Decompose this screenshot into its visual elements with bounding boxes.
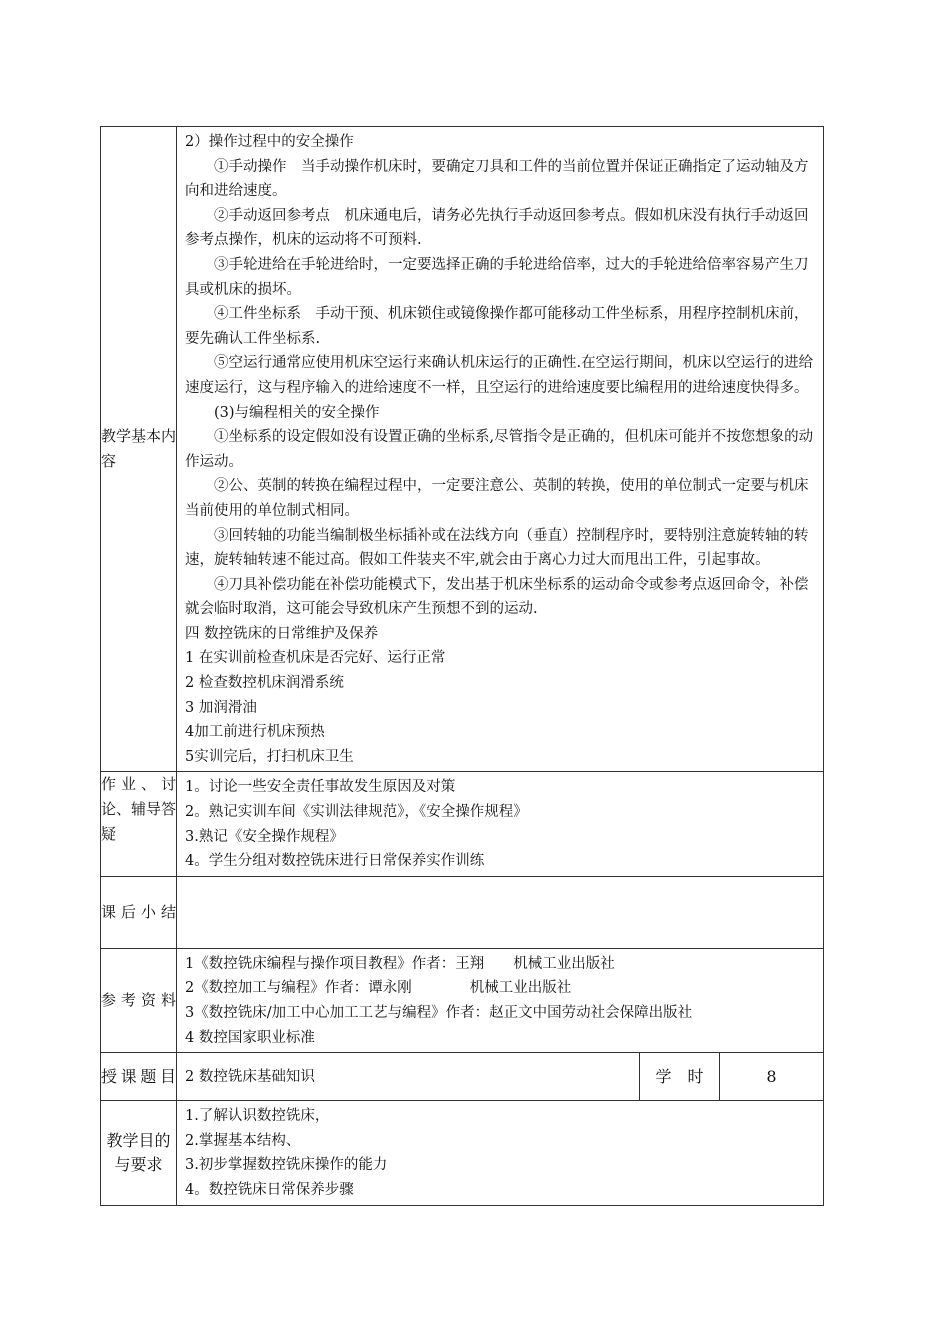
- references-label-cell: [101, 948, 177, 1052]
- summary-cell: [177, 876, 824, 948]
- content-line: 四 数控铣床的日常维护及保养: [185, 625, 379, 642]
- content-line: 3 加润滑油: [185, 699, 257, 716]
- homework-line: 4。学生分组对数控铣床进行日常保养实作训练: [185, 853, 485, 870]
- content-label-cell: [101, 127, 177, 772]
- reference-line: 3《数控铣床/加工中心加工工艺与编程》作者：赵正文中国劳动社会保障出版社: [185, 1005, 693, 1021]
- content-line: 5实训完后，打扫机床卫生: [185, 748, 354, 765]
- topic-value: 2 数控铣床基础知识: [185, 1068, 315, 1085]
- hours-label: 学 时: [655, 1066, 704, 1086]
- content-line: ①手动操作 当手动操作机床时，要确定刀具和工件的当前位置并保证正确指定了运动轴及方向和进给速度。: [185, 158, 809, 200]
- hours-value: 8: [766, 1066, 777, 1086]
- content-line: ②公、英制的转换在编程过程中，一定要注意公、英制的转换，使用的单位制式一定要与机床当前使用的单位制式相同。: [185, 478, 809, 519]
- content-line: 4加工前进行机床预热: [185, 724, 325, 741]
- homework-label-cell: [101, 772, 177, 876]
- homework-row: [101, 772, 824, 876]
- content-line: ①坐标系的设定假如没有设置正确的坐标系,尽管指令是正确的，但机床可能并不按您想象的动作运动。: [185, 429, 814, 470]
- content-label: 教学基本内容: [101, 427, 177, 471]
- objective-line: 2.掌握基本结构、: [185, 1132, 301, 1149]
- hours-label-cell: [640, 1053, 720, 1101]
- reference-line: 4 数控国家职业标准: [185, 1029, 315, 1046]
- content-row: [101, 127, 824, 772]
- homework-cell: [177, 772, 824, 876]
- homework-line: 3.熟记《安全操作规程》: [185, 828, 344, 845]
- topic-value-cell: [177, 1053, 640, 1101]
- reference-line: 1《数控铣床编程与操作项目教程》作者：王翔 机械工业出版社: [185, 955, 615, 972]
- objective-line: 4。数控铣床日常保养步骤: [185, 1181, 354, 1198]
- objectives-row: [101, 1101, 824, 1205]
- content-line: (3)与编程相关的安全操作: [214, 404, 380, 421]
- objective-line: 1.了解认识数控铣床，: [185, 1108, 330, 1125]
- summary-row: [101, 876, 824, 948]
- references-label: 参考资料: [101, 991, 176, 1009]
- content-line: 1 在实训前检查机床是否完好、运行正常: [185, 650, 446, 667]
- topic-label-cell: [101, 1053, 177, 1101]
- objectives-cell: [177, 1101, 824, 1205]
- summary-label-cell: [101, 876, 177, 948]
- lesson-plan-table: [100, 126, 824, 1206]
- topic-row: [101, 1053, 824, 1101]
- content-line: ④刀具补偿功能在补偿功能模式下，发出基于机床坐标系的运动命令或参考点返回命令，补偿就会临时取消，这可能会导致机床产生预想不到的运动.: [185, 576, 809, 618]
- topic-label: 授课题目: [101, 1067, 176, 1087]
- summary-label: 课后小结: [101, 902, 176, 921]
- hours-value-cell: [720, 1053, 824, 1101]
- content-line: 2 检查数控机床润滑系统: [185, 675, 344, 692]
- objectives-label: 教学目的与要求: [106, 1130, 171, 1174]
- content-line: ⑤空运行通常应使用机床空运行来确认机床运行的正确性.在空运行期间，机床以空运行的进给速度运行，这与程序输入的进给速度不一样，且空运行的进给速度要比编程用的进给速度快得多。: [185, 355, 814, 396]
- references-row: [101, 948, 824, 1052]
- objective-line: 3.初步掌握数控铣床操作的能力: [185, 1157, 388, 1174]
- content-line: 2）操作过程中的安全操作: [185, 134, 354, 150]
- objectives-label-cell: [101, 1101, 177, 1205]
- homework-line: 2。熟记实训车间《实训法律规范》，《安全操作规程》: [185, 804, 528, 821]
- content-line: ③回转轴的功能当编制极坐标插补或在法线方向（垂直）控制程序时，要特别注意旋转轴的转速，旋转轴转速不能过高。假如工件装夹不牢,就会由于离心力过大而甩出工件，引起事故。: [185, 527, 809, 569]
- homework-line: 1。讨论一些安全责任事故发生原因及对策: [185, 779, 456, 796]
- content-cell: [177, 127, 824, 772]
- content-line: ②手动返回参考点 机床通电后，请务必先执行手动返回参考点。假如机床没有执行手动返回参考点操作，机床的运动将不可预料.: [185, 207, 809, 249]
- references-cell: [177, 948, 824, 1052]
- content-line: ③手轮进给在手轮进给时，一定要选择正确的手轮进给倍率，过大的手轮进给倍率容易产生刀具或机床的损坏。: [185, 256, 809, 298]
- reference-line: 2《数控加工与编程》作者：谭永刚 机械工业出版社: [185, 980, 572, 997]
- homework-label: 作业、讨论、辅导答疑: [101, 775, 177, 844]
- content-line: ④工件坐标系 手动干预、机床锁住或镜像操作都可能移动工件坐标系，用程序控制机床前，要先确认工件坐标系.: [185, 306, 809, 347]
